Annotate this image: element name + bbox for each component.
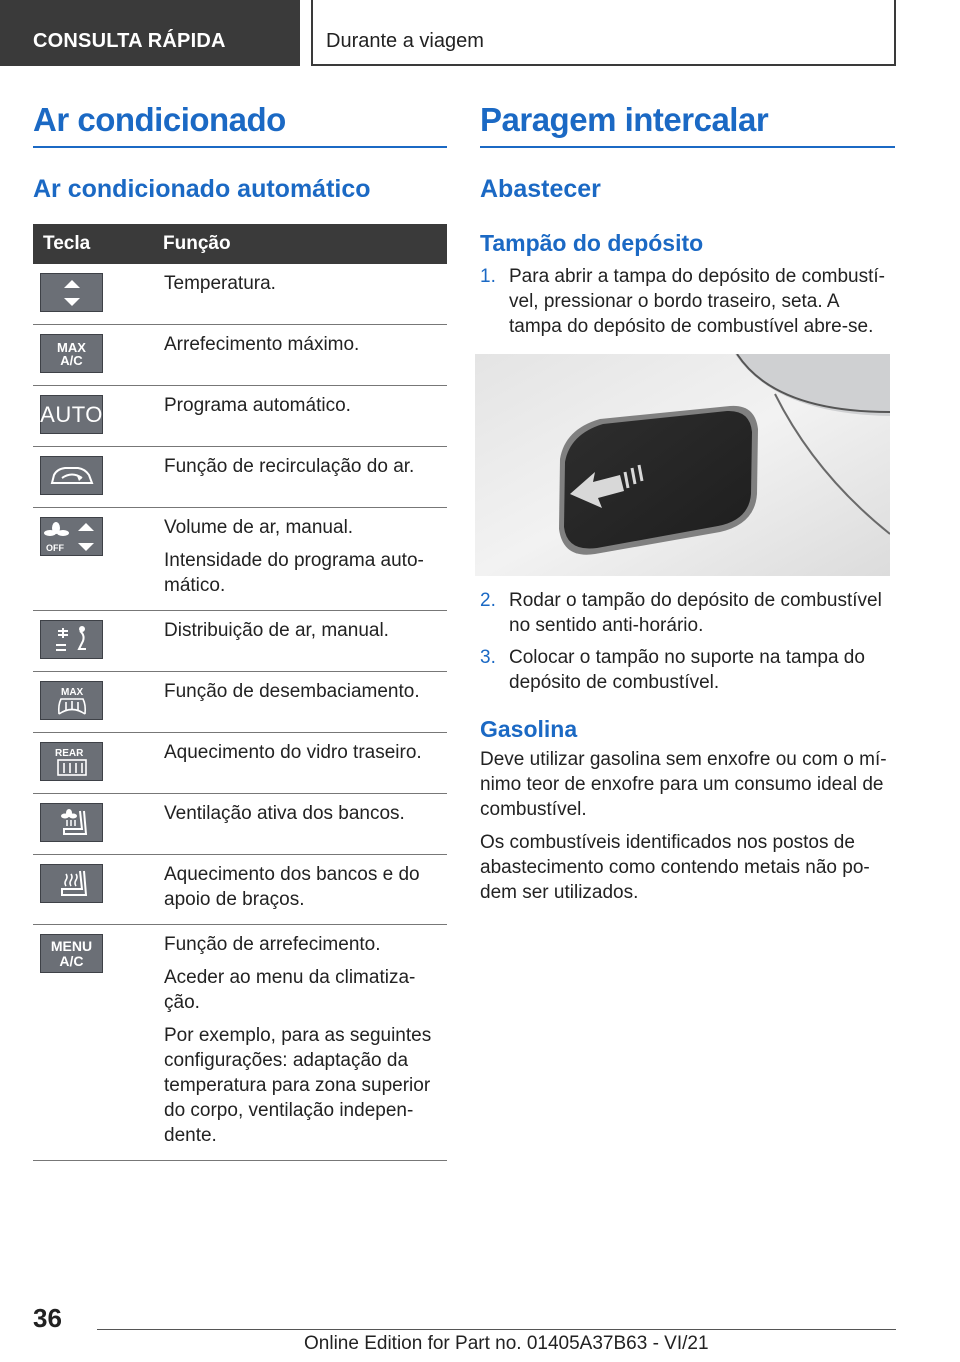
temperature-arrows-icon [40,273,103,312]
air-distribution-icon [40,620,103,659]
header-section-tab [0,0,300,66]
function-text: Temperatura. [164,273,276,294]
rear-defrost-icon [40,742,103,781]
function-text: Função de arrefecimento. [164,934,381,955]
step-number: 1. [480,266,496,287]
footer-divider [97,1329,896,1330]
recirculation-icon [40,456,103,495]
function-text: Arrefecimento máximo. [164,334,360,355]
max-defrost-label: MAX [60,686,83,698]
table-cell-key [33,611,163,672]
table-cell-key [33,325,163,386]
climate-buttons-table [33,224,447,1161]
petrol-paragraph-2: Os combustíveis identificados nos postos de abastecimento como contendo metais não podem ser utilizados. [480,832,870,903]
table-cell-key [33,794,163,855]
table-cell-key [33,672,163,733]
table-cell-function [163,386,447,447]
seat-heating-icon [40,864,103,903]
table-cell-function [163,925,447,1161]
function-text: Intensidade do programa automático. [164,550,424,596]
function-text: Aquecimento dos bancos e do apoio de braços. [164,864,420,910]
list-item [480,264,895,339]
table-row [33,508,447,611]
table-header-row [33,224,447,264]
function-text: Distribuição de ar, manual. [164,620,389,641]
function-text: Função de desembaciamento. [164,681,420,702]
max-defrost-icon [40,681,103,720]
function-text: Ventilação ativa dos bancos. [164,803,405,824]
section-title-climate: Ar condicionado automático [33,175,371,203]
table-cell-key [33,925,163,1161]
table-cell-function [163,794,447,855]
header-section-label: CONSULTA RÁPIDA [33,30,226,52]
left-column [33,100,447,1161]
list-item [480,588,895,638]
table-header-function: Função [163,224,447,264]
step-number: 3. [480,647,496,668]
fuel-cap-steps-list-continued [480,588,895,695]
section-title-refuel: Abastecer [480,175,601,203]
subsection-title-petrol: Gasolina [480,716,578,742]
max-ac-icon-label-top: MAX [57,339,86,355]
max-ac-icon [40,334,103,373]
table-row [33,855,447,925]
table-cell-function [163,611,447,672]
step-text: Colocar o tampão no suporte na tampa do depósito de combustível. [509,647,865,693]
table-cell-key [33,264,163,325]
petrol-paragraph-1: Deve utilizar gasolina sem enxofre ou com o mínimo teor de enxofre para um consumo ideal de combustível. [480,749,887,820]
right-column [480,100,895,905]
seat-ventilation-icon [40,803,103,842]
table-cell-function [163,447,447,508]
auto-icon-label: AUTO [40,402,103,427]
table-row [33,794,447,855]
rear-defrost-label: REAR [54,747,83,759]
table-cell-function [163,855,447,925]
page-title-left: Ar condicionado [33,100,447,148]
footer-edition: Online Edition for Part no. 01405A37B63 - VI/21 [304,1333,709,1354]
table-cell-function [163,508,447,611]
header-subsection-tab [311,0,896,66]
fuel-cap-steps-list [480,264,895,339]
function-text: Volume de ar, manual. [164,517,354,538]
function-text: Aquecimento do vidro traseiro. [164,742,422,763]
list-item [480,645,895,695]
table-cell-key [33,386,163,447]
step-text: Rodar o tampão do depósito de combustível no sentido anti-horário. [509,590,882,636]
table-cell-function [163,264,447,325]
table-row [33,386,447,447]
function-text: Aceder ao menu da climatização. [164,967,416,1013]
table-cell-key [33,508,163,611]
function-text: Função de recirculação do ar. [164,456,415,477]
auto-icon [40,395,103,434]
table-row [33,611,447,672]
subsection-title-fuel-cap: Tampão do depósito [480,230,704,256]
step-number: 2. [480,590,496,611]
table-row [33,264,447,325]
function-text: Programa automático. [164,395,351,416]
table-cell-function [163,672,447,733]
page-title-right: Paragem intercalar [480,100,895,148]
menu-ac-icon [40,934,103,973]
fuel-flap-photo [475,354,890,576]
menu-ac-icon-label-bottom: A/C [59,952,84,969]
function-text: Por exemplo, para as seguintes configurações: adaptação da temperatura para zona superior do corpo, ventilação independente. [164,1025,432,1146]
max-ac-icon-label-bottom: A/C [60,352,83,368]
header-subsection-label: Durante a viagem [326,30,484,52]
table-row [33,672,447,733]
step-text: Para abrir a tampa do depósito de combustível, pressionar o bordo traseiro, seta. A tampa do depósito de combustível abre-se. [509,266,885,337]
table-cell-key [33,447,163,508]
menu-ac-icon-label-top: MENU [50,937,93,954]
table-cell-key [33,733,163,794]
table-row [33,733,447,794]
table-cell-function [163,325,447,386]
table-row [33,925,447,1161]
table-cell-key [33,855,163,925]
fan-off-arrows-icon [40,517,103,556]
table-row [33,447,447,508]
table-header-key: Tecla [33,224,163,264]
table-cell-function [163,733,447,794]
table-row [33,325,447,386]
fan-off-label: OFF [45,542,64,553]
page-number: 36 [33,1303,62,1333]
